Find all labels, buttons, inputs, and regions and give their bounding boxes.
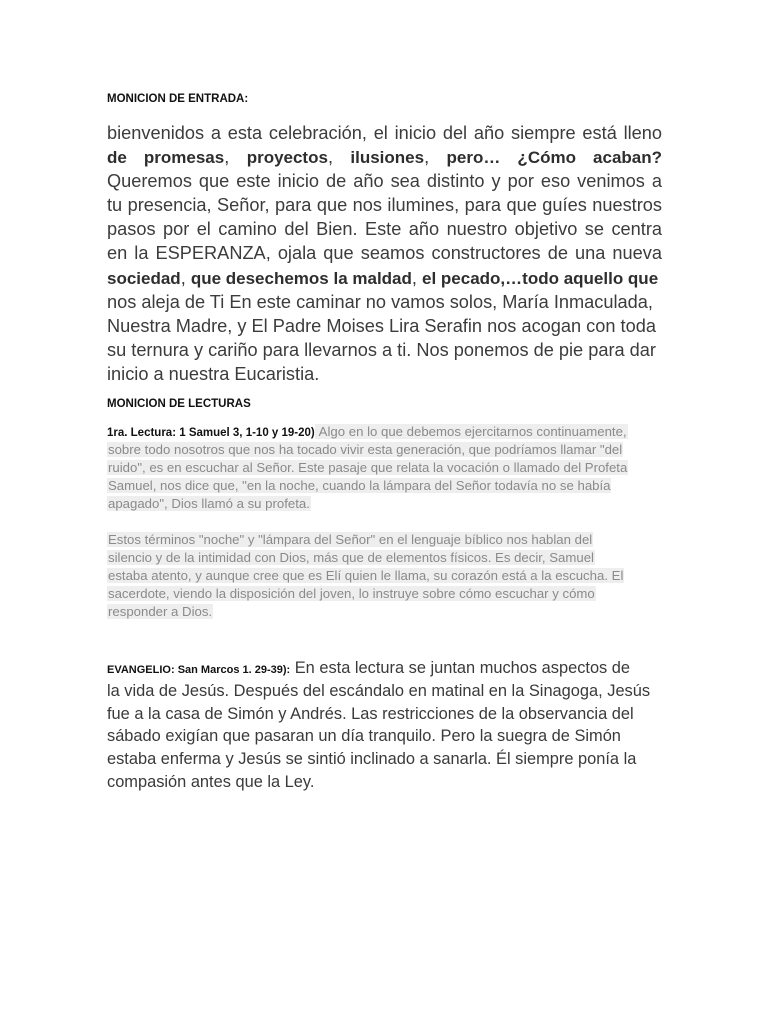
heading-monicion-lecturas: MONICION DE LECTURAS: [107, 398, 251, 410]
bold-phrase: que desechemos la maldad: [190, 268, 412, 288]
evangelio-line: fue a la casa de Simón y Andrés. Las restricciones de la observancia del: [107, 704, 634, 723]
evangelio-paragraph: [107, 657, 682, 794]
highlighted-text: Algo en lo que debemos ejercitarnos continuamente,: [315, 424, 627, 439]
bold-phrase: ilusiones: [350, 148, 425, 168]
entrada-line: pasos por el camino del Bien. Este año nuestro objetivo se centra: [107, 219, 662, 240]
bold-phrase: de promesas: [107, 148, 225, 168]
highlighted-text: estaba atento, y aunque cree que es Elí quien le llama, su corazón está a la escucha. El: [108, 568, 624, 583]
lectura-line: [107, 477, 682, 495]
entrada-line: en la ESPERANZA, ojala que seamos constructores de una nueva: [107, 243, 662, 264]
entrada-line: Nuestra Madre, y El Padre Moises Lira Serafin nos acogan con toda: [107, 315, 656, 336]
highlighted-text: ruido", es en escuchar al Señor. Este pasaje que relata la vocación o llamado del Profeta: [108, 460, 628, 475]
text-fragment: En esta lectura se juntan muchos aspectos de: [290, 659, 631, 677]
entrada-line: nos aleja de Ti En este caminar no vamos solos, María Inmaculada,: [107, 291, 653, 312]
entrada-line: inicio a nuestra Eucaristia.: [107, 363, 320, 384]
entrada-line: su ternura y cariño para llevarnos a ti. Nos ponemos de pie para dar: [107, 339, 656, 360]
evangelio-line: [107, 657, 682, 680]
entrada-line: tu presencia, Señor, para que nos ilumines, para que guíes nuestros: [107, 195, 662, 216]
highlighted-text: Samuel, nos dice que, "en la noche, cuando la lámpara del Señor todavía no se había: [108, 478, 611, 493]
lectura-paragraph-2: [107, 531, 682, 621]
highlighted-text: apagado", Dios llamó a su profeta.: [108, 496, 310, 511]
evangelio-line: la vida de Jesús. Después del escándalo en matinal en la Sinagoga, Jesús: [107, 681, 651, 700]
lectura-line: [107, 585, 682, 603]
entrada-paragraph: [107, 121, 662, 386]
evangelio-line: estaba enferma y Jesús se sintió inclinado a sanarla. Él siempre ponía la: [107, 750, 637, 769]
lectura-line: [107, 549, 682, 567]
lectura-line: [107, 423, 682, 441]
entrada-line: bienvenidos a esta celebración, el inicio del año siempre está lleno: [107, 123, 662, 143]
highlighted-text: sobre todo nosotros que nos ha tocado vivir esta generación, que podríamos llamar "del: [108, 442, 623, 457]
text-fragment: ,: [224, 147, 247, 168]
entrada-line: [107, 145, 662, 169]
highlighted-text: silencio y de la intimidad con Dios, más que de elementos físicos. Es decir, Samuel: [108, 550, 594, 565]
bold-phrase: proyectos: [246, 148, 328, 168]
lectura-paragraph-1: [107, 423, 682, 513]
text-fragment: ,: [424, 147, 447, 168]
entrada-line: Queremos que este inicio de año sea distinto y por eso venimos a: [107, 171, 662, 192]
bold-phrase: sociedad: [107, 268, 181, 288]
highlighted-text: sacerdote, viendo la disposición del joven, lo instruye sobre cómo escuchar y cómo: [108, 586, 595, 601]
lectura-label: 1ra. Lectura: 1 Samuel 3, 1-10 y 19-20): [107, 427, 315, 439]
heading-monicion-entrada: MONICION DE ENTRADA:: [107, 93, 249, 105]
text-fragment: ,: [180, 267, 191, 288]
bold-phrase: pero… ¿Cómo acaban?: [446, 148, 663, 168]
lectura-line: [107, 603, 682, 621]
bold-phrase: el pecado,…todo aquello que: [422, 268, 659, 288]
entrada-line: [107, 266, 662, 290]
text-fragment: ,: [327, 147, 351, 168]
text-fragment: ,: [411, 267, 423, 288]
highlighted-text: Estos términos "noche" y "lámpara del Señor" en el lenguaje bíblico nos hablan del: [108, 532, 593, 547]
evangelio-line: sábado exigían que pasaran un día tranquilo. Pero la suegra de Simón: [107, 727, 621, 746]
lectura-line: [107, 567, 682, 585]
lectura-line: [107, 459, 682, 477]
evangelio-label: EVANGELIO: San Marcos 1. 29-39):: [107, 664, 291, 676]
highlighted-text: responder a Dios.: [108, 604, 213, 619]
lectura-line: [107, 441, 682, 459]
lectura-line: [107, 531, 682, 549]
lectura-line: [107, 495, 682, 513]
evangelio-line: compasión antes que la Ley.: [107, 772, 315, 791]
